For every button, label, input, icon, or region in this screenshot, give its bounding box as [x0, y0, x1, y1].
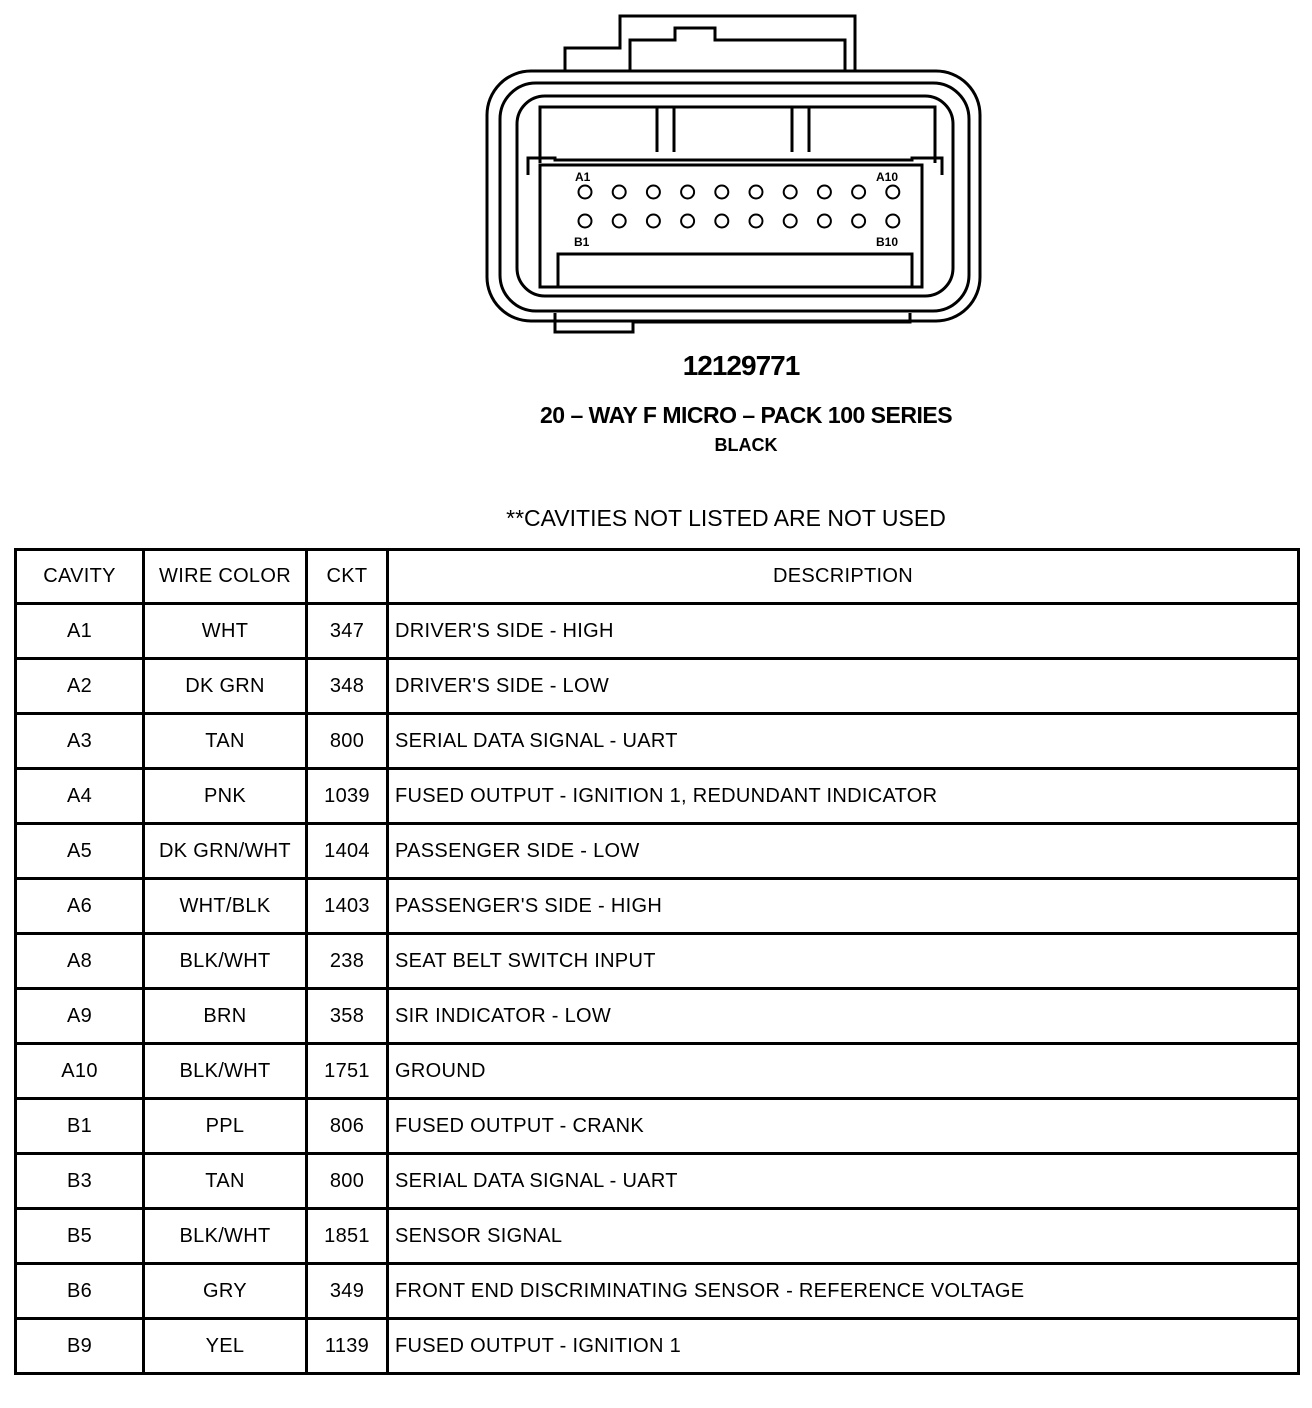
table-header-row	[16, 550, 1299, 604]
cavity-cell: A1	[16, 604, 144, 659]
table-row	[16, 769, 1299, 824]
connector-color: BLACK	[714, 435, 778, 455]
unused-cavities-note: **CAVITIES NOT LISTED ARE NOT USED	[506, 505, 946, 531]
cavity-cell: B3	[16, 1154, 144, 1209]
description-cell: FUSED OUTPUT - CRANK	[388, 1099, 1299, 1154]
wire-color-cell: GRY	[144, 1264, 307, 1319]
description-cell: FUSED OUTPUT - IGNITION 1, REDUNDANT INDICATOR	[388, 769, 1299, 824]
pin-cavity-b5	[715, 215, 728, 228]
cavity-cell: B1	[16, 1099, 144, 1154]
table-row	[16, 879, 1299, 934]
pin-cavity-a9	[852, 186, 865, 199]
cavity-cell: A5	[16, 824, 144, 879]
cavity-cell: A4	[16, 769, 144, 824]
ckt-cell: 1039	[307, 769, 388, 824]
pin-label-b10: B10	[876, 235, 899, 249]
pin-cavity-a1	[579, 186, 592, 199]
header-cavity: CAVITY	[16, 550, 144, 604]
description-cell: SENSOR SIGNAL	[388, 1209, 1299, 1264]
wire-color-cell: WHT	[144, 604, 307, 659]
ckt-cell: 349	[307, 1264, 388, 1319]
table-row	[16, 604, 1299, 659]
pinout-table	[14, 548, 1300, 1375]
ckt-cell: 800	[307, 714, 388, 769]
pin-cavity-a4	[681, 186, 694, 199]
pin-cavity-b6	[750, 215, 763, 228]
connector-diagram	[0, 0, 1312, 470]
wire-color-cell: PNK	[144, 769, 307, 824]
description-cell: FUSED OUTPUT - IGNITION 1	[388, 1319, 1299, 1374]
pin-cavity-b4	[681, 215, 694, 228]
pin-cavity-b1	[579, 215, 592, 228]
description-cell: SEAT BELT SWITCH INPUT	[388, 934, 1299, 989]
table-row	[16, 1264, 1299, 1319]
wire-color-cell: BRN	[144, 989, 307, 1044]
cavity-cell: A6	[16, 879, 144, 934]
description-cell: FRONT END DISCRIMINATING SENSOR - REFERENCE VOLTAGE	[388, 1264, 1299, 1319]
part-number: 12129771	[682, 350, 800, 381]
wire-color-cell: TAN	[144, 1154, 307, 1209]
header-description: DESCRIPTION	[388, 550, 1299, 604]
wire-color-cell: WHT/BLK	[144, 879, 307, 934]
ckt-cell: 800	[307, 1154, 388, 1209]
wire-color-cell: YEL	[144, 1319, 307, 1374]
wire-color-cell: BLK/WHT	[144, 1044, 307, 1099]
header-wire-color: WIRE COLOR	[144, 550, 307, 604]
description-cell: PASSENGER'S SIDE - HIGH	[388, 879, 1299, 934]
wire-color-cell: DK GRN/WHT	[144, 824, 307, 879]
pin-cavity-a10	[886, 186, 899, 199]
ckt-cell: 1751	[307, 1044, 388, 1099]
table-row	[16, 934, 1299, 989]
cavity-cell: A9	[16, 989, 144, 1044]
table-row	[16, 659, 1299, 714]
description-cell: SERIAL DATA SIGNAL - UART	[388, 714, 1299, 769]
pin-cavity-a2	[613, 186, 626, 199]
pin-cavity-a7	[784, 186, 797, 199]
wire-color-cell: BLK/WHT	[144, 1209, 307, 1264]
description-cell: DRIVER'S SIDE - HIGH	[388, 604, 1299, 659]
pin-cavity-a5	[715, 186, 728, 199]
ckt-cell: 1404	[307, 824, 388, 879]
wire-color-cell: TAN	[144, 714, 307, 769]
table-row	[16, 824, 1299, 879]
ckt-cell: 1851	[307, 1209, 388, 1264]
description-cell: PASSENGER SIDE - LOW	[388, 824, 1299, 879]
ckt-cell: 1403	[307, 879, 388, 934]
cavity-cell: B5	[16, 1209, 144, 1264]
description-cell: DRIVER'S SIDE - LOW	[388, 659, 1299, 714]
ckt-cell: 347	[307, 604, 388, 659]
pin-cavity-b9	[852, 215, 865, 228]
table-row	[16, 989, 1299, 1044]
pin-cavity-b8	[818, 215, 831, 228]
pin-cavity-a6	[750, 186, 763, 199]
pin-cavity-b10	[886, 215, 899, 228]
table-row	[16, 1044, 1299, 1099]
pin-cavity-a8	[818, 186, 831, 199]
table-row	[16, 714, 1299, 769]
cavity-cell: A3	[16, 714, 144, 769]
pin-cavity-b7	[784, 215, 797, 228]
cavity-cell: A2	[16, 659, 144, 714]
table-row	[16, 1209, 1299, 1264]
connector-name: 20 – WAY F MICRO – PACK 100 SERIES	[539, 402, 953, 428]
table-row	[16, 1154, 1299, 1209]
table-row	[16, 1099, 1299, 1154]
pin-cavity-b2	[613, 215, 626, 228]
pin-cavity-a3	[647, 186, 660, 199]
cavity-cell: B9	[16, 1319, 144, 1374]
ckt-cell: 1139	[307, 1319, 388, 1374]
ckt-cell: 358	[307, 989, 388, 1044]
header-ckt: CKT	[307, 550, 388, 604]
wire-color-cell: BLK/WHT	[144, 934, 307, 989]
description-cell: SIR INDICATOR - LOW	[388, 989, 1299, 1044]
wire-color-cell: DK GRN	[144, 659, 307, 714]
cavity-cell: A8	[16, 934, 144, 989]
pin-cavity-b3	[647, 215, 660, 228]
wire-color-cell: PPL	[144, 1099, 307, 1154]
pin-label-a1: A1	[575, 170, 591, 184]
ckt-cell: 348	[307, 659, 388, 714]
pin-label-a10: A10	[876, 170, 899, 184]
table-row	[16, 1319, 1299, 1374]
cavity-cell: B6	[16, 1264, 144, 1319]
ckt-cell: 238	[307, 934, 388, 989]
pin-label-b1: B1	[574, 235, 590, 249]
description-cell: GROUND	[388, 1044, 1299, 1099]
description-cell: SERIAL DATA SIGNAL - UART	[388, 1154, 1299, 1209]
cavity-cell: A10	[16, 1044, 144, 1099]
ckt-cell: 806	[307, 1099, 388, 1154]
